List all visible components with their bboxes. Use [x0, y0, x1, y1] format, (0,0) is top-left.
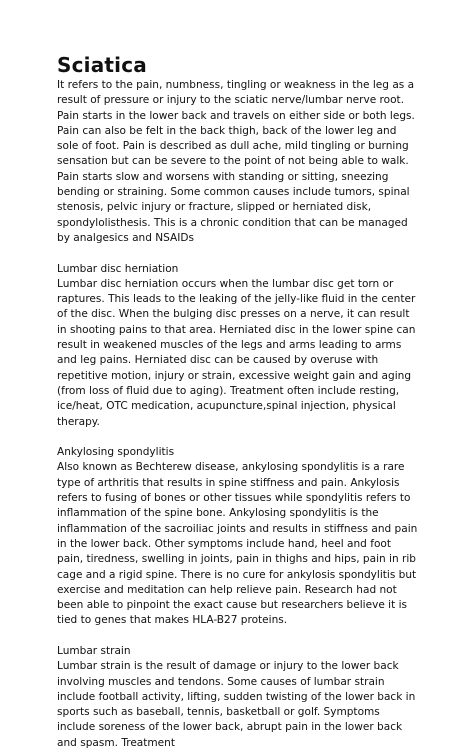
- section-ankylosing-spondylitis: [57, 445, 419, 629]
- section-lumbar-strain: [57, 644, 419, 751]
- paragraph-gap: [57, 629, 419, 644]
- section-lumbar-disc-herniation: [57, 262, 419, 430]
- section-heading: Lumbar strain: [57, 644, 131, 657]
- document-page: [57, 52, 419, 751]
- paragraph-gap: [57, 430, 419, 445]
- section-body: Also known as Bechterew disease, ankylosing spondylitis is a rare type of arthritis that results in spine stiffness and pain. Ankylosis refers to fusing of bones or other tissues while spondylitis refers to inflammation of the spine bone. Ankylosing spondylitis is the inflammation of the sacroiliac joints and results in stiffness and pain in the lower back. Other symptoms include hand, heel and foot pain, tiredness, swelling in joints, pain in thighs and hips, pain in rib cage and a rigid spine. There is no cure for ankylosis spondylitis but exercise and meditation can help relieve pain. Research had not been able to pinpoint the exact cause but researchers believe it is tied to genes that makes HLA-B27 proteins.: [57, 461, 418, 627]
- section-heading: Lumbar disc herniation: [57, 262, 179, 275]
- section-heading: Ankylosing spondylitis: [57, 446, 175, 459]
- section-body: Lumbar disc herniation occurs when the lumbar disc get torn or raptures. This leads to the leaking of the jelly-like fluid in the center of the disc. When the bulging disc presses on a nerve, it can result in shooting pains to that area. Herniated disc in the lower spine can result in weakened muscles of the legs and arms leading to arms and leg pains. Herniated disc can be caused by overuse with repetitive motion, injury or strain, excessive weight gain and aging (from loss of fluid due to aging). Treatment often include resting, ice/heat, OTC medication, acupuncture,spinal injection, physical therapy.: [57, 277, 416, 428]
- paragraph-gap: [57, 246, 419, 261]
- intro-paragraph: It refers to the pain, numbness, tingling or weakness in the leg as a result of pressure or injury to the sciatic nerve/lumbar nerve root. Pain starts in the lower back and travels on either side or both legs. Pain can also be felt in the back thigh, back of the lower leg and sole of foot. Pain is described as dull ache, mild tingling or burning sensation but can be severe to the point of not being able to walk. Pain starts slow and worsens with standing or sitting, sneezing bending or straining. Some common causes include tumors, spinal stenosis, pelvic injury or fracture, slipped or herniated disk, spondylolisthesis. This is a chronic condition that can be managed by analgesics and NSAIDs: [57, 79, 415, 244]
- section-body: Lumbar strain is the result of damage or injury to the lower back involving muscles and tendons. Some causes of lumbar strain include football activity, lifting, sudden twisting of the lower back in sports such as baseball, tennis, basketball or golf. Symptoms include soreness of the lower back, abrupt pain in the lower back and spasm. Treatment: [57, 660, 416, 749]
- document-title: Sciatica: [57, 53, 147, 77]
